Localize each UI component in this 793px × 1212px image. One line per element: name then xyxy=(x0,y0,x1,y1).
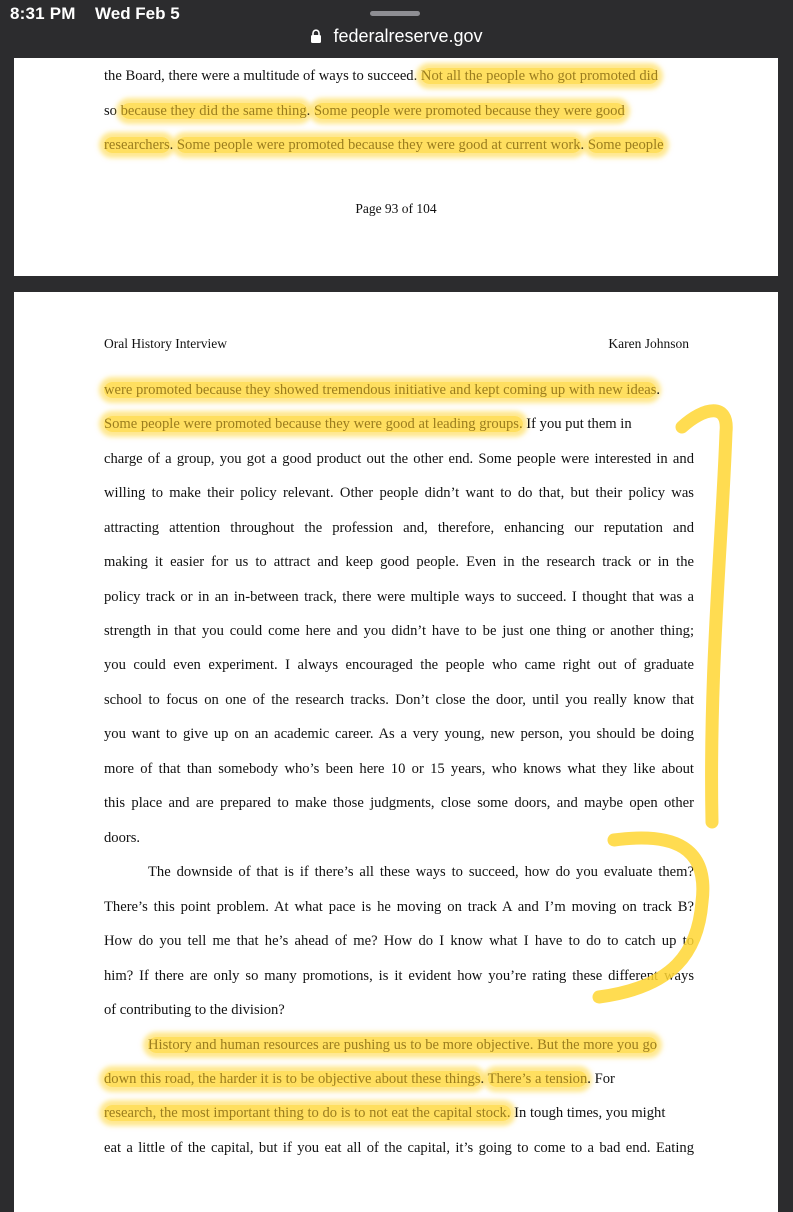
text-line: strength in that you could come here and you didn’t have to be just one thing or another thing; xyxy=(104,623,694,639)
page-number: Page 93 of 104 xyxy=(355,201,437,216)
text-line: charge of a group, you got a good product out the other end. Some people were interested in and xyxy=(104,451,694,467)
bracket-mark-lower xyxy=(599,838,703,997)
text-line: There’s this point problem. At what pace is he moving on track A and I’m moving on track B? xyxy=(104,899,694,915)
text-line: willing to make their policy relevant. Other people didn’t want to do that, but their policy was xyxy=(104,485,694,501)
status-time: 8:31 PM xyxy=(10,4,76,23)
text-line: were promoted because they showed tremendous initiative and kept coming up with new ideas. xyxy=(104,382,661,398)
highlight: down this road, the harder it is to be objective about these things xyxy=(104,1071,481,1087)
page-header-author: Karen Johnson xyxy=(608,336,689,351)
text-line: school to focus on one of the research tracks. Don’t close the door, until you really know that xyxy=(104,692,694,708)
text-line: him? If there are only so many promotions, is it evident how you’re rating these different ways xyxy=(104,968,694,984)
text-line: eat a little of the capital, but if you eat all of the capital, it’s going to come to a bad end. Eating xyxy=(104,1140,694,1156)
lock-icon xyxy=(310,28,322,49)
text-line: The downside of that is if there’s all these ways to succeed, how do you evaluate them? xyxy=(148,864,694,880)
highlight: History and human resources are pushing us to be more objective. But the more you go xyxy=(148,1037,658,1053)
text-line: attracting attention throughout the profession and, therefore, enhancing our reputation and xyxy=(104,520,694,536)
text-line: of contributing to the division? xyxy=(104,1002,285,1018)
highlight: were promoted because they showed tremendous initiative and kept coming up with new ideas xyxy=(104,382,657,398)
highlight: Some people were promoted because they were good at current work xyxy=(176,137,581,153)
highlight: Some people xyxy=(587,137,664,153)
highlight: research, the most important thing to do is to not eat the capital stock. xyxy=(104,1105,511,1121)
page-header-title: Oral History Interview xyxy=(104,336,227,351)
status-date: Wed Feb 5 xyxy=(95,4,180,23)
text-line: down this road, the harder it is to be objective about these things. There’s a tension. For xyxy=(104,1071,615,1087)
highlight: Some people were promoted because they were good at leading groups. xyxy=(104,416,523,432)
text-line: you want to give up on an academic career. As a very young, new person, you should be doing xyxy=(104,726,694,742)
url-text: federalreserve.gov xyxy=(333,26,483,46)
text-line: this place and are prepared to make those judgments, close some doors, and maybe open other xyxy=(104,795,694,811)
text-line: How do you tell me that he’s ahead of me? How do I know what I have to do to catch up to xyxy=(104,933,694,949)
multitasking-grabber[interactable] xyxy=(370,11,420,16)
highlighter-bracket-marks xyxy=(14,292,778,1212)
text-line: the Board, there were a multitude of ways to succeed. Not all the people who got promoted did xyxy=(104,68,659,84)
bracket-mark-upper xyxy=(682,411,726,822)
highlight: There’s a tension xyxy=(487,1071,588,1087)
address-bar[interactable] xyxy=(0,26,793,58)
text-line: doors. xyxy=(104,830,141,846)
highlight: researchers xyxy=(104,137,170,153)
highlight: Not all the people who got promoted did xyxy=(420,68,659,84)
text-line: so because they did the same thing. Some people were promoted because they were good xyxy=(104,103,625,119)
text-line: research, the most important thing to do is to not eat the capital stock. In tough times, you might xyxy=(104,1105,666,1121)
highlight: Some people were promoted because they were good xyxy=(313,103,625,119)
text-line: researchers. Some people were promoted because they were good at current work. Some people xyxy=(104,137,664,153)
pdf-page-94 xyxy=(14,292,778,1212)
text-line: Some people were promoted because they were good at leading groups. If you put them in xyxy=(104,416,632,432)
text-line: more of that than somebody who’s been here 10 or 15 years, who knows what they like about xyxy=(104,761,694,777)
pdf-page-93 xyxy=(14,58,778,276)
status-bar xyxy=(0,0,793,26)
text-line: policy track or in an in-between track, there were multiple ways to succeed. I thought that was a xyxy=(104,589,694,605)
text-line: making it easier for us to attract and keep good people. Even in the research track or in the xyxy=(104,554,694,570)
text-line: you could even experiment. I always encouraged the people who came right out of graduate xyxy=(104,657,694,673)
highlight: because they did the same thing xyxy=(120,103,307,119)
